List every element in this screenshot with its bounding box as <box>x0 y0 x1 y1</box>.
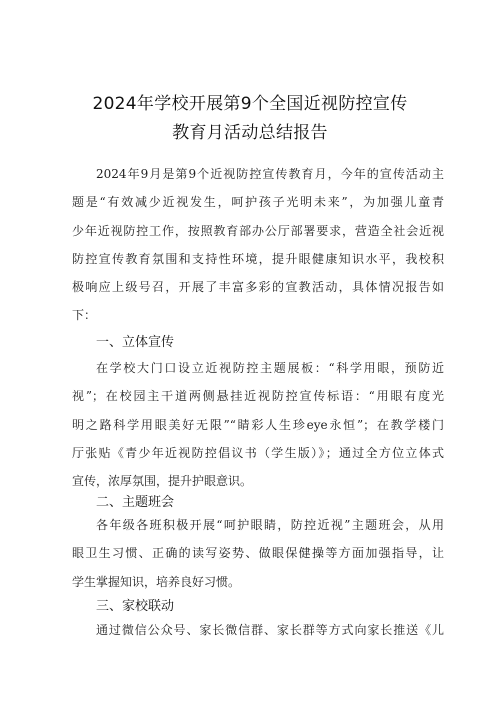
section-heading-publicity: 一、立体宣传 <box>96 335 175 350</box>
section-paragraph-class-meeting <box>72 511 444 596</box>
paragraph-line: 2024年9月是第9个近视防控宣传教育月，今年的宣传活动主 <box>96 167 444 181</box>
paragraph-line: 厅张贴《青少年近视防控倡议书（学生版）》；通过全方位立体式 <box>72 445 444 460</box>
section-paragraph-home-school <box>72 616 444 644</box>
intro-paragraph <box>72 160 444 330</box>
paragraph-line: 在学校大门口设立近视防控主题展板：“科学用眼，预防近 <box>96 361 444 375</box>
paragraph-line: 下： <box>72 308 97 323</box>
section-paragraph-publicity <box>72 354 444 495</box>
paragraph-line: 宣传，浓厚氛围，提升护眼意识。 <box>72 474 253 489</box>
paragraph-line: 视”；在校园主干道两侧悬挂近视防控宣传标语：“用眼有度光 <box>72 389 444 404</box>
document-title-line-2: 教育月活动总结报告 <box>172 123 328 143</box>
document-title-line-1: 2024年学校开展第9个全国近视防控宣传 <box>92 94 408 114</box>
paragraph-line: 极响应上级号召，开展了丰富多彩的宣教活动，具体情况报告如 <box>72 280 444 295</box>
paragraph-line: 通过微信公众号、家长微信群、家长群等方式向家长推送《儿 <box>96 623 444 637</box>
paragraph-line: 明之路科学用眼美好无限”“睛彩人生珍eye永恒”；在教学楼门 <box>72 417 444 432</box>
paragraph-line: 题是“有效减少近视发生，呵护孩子光明未来”，为加强儿童青 <box>72 195 444 210</box>
paragraph-line: 少年近视防控工作，按照教育部办公厅部署要求，营造全社会近视 <box>72 223 444 238</box>
paragraph-line: 防控宣传教育氛围和支持性环境，提升眼健康知识水平，我校积 <box>72 251 444 266</box>
paragraph-line: 各年级各班积极开展“呵护眼睛，防控近视”主题班会，从用 <box>96 518 444 532</box>
section-heading-class-meeting: 二、主题班会 <box>96 495 175 510</box>
paragraph-line: 学生掌握知识，培养良好习惯。 <box>72 574 241 589</box>
paragraph-line: 眼卫生习惯、正确的读写姿势、做眼保健操等方面加强指导，让 <box>72 546 444 561</box>
section-heading-home-school: 三、家校联动 <box>96 599 175 614</box>
